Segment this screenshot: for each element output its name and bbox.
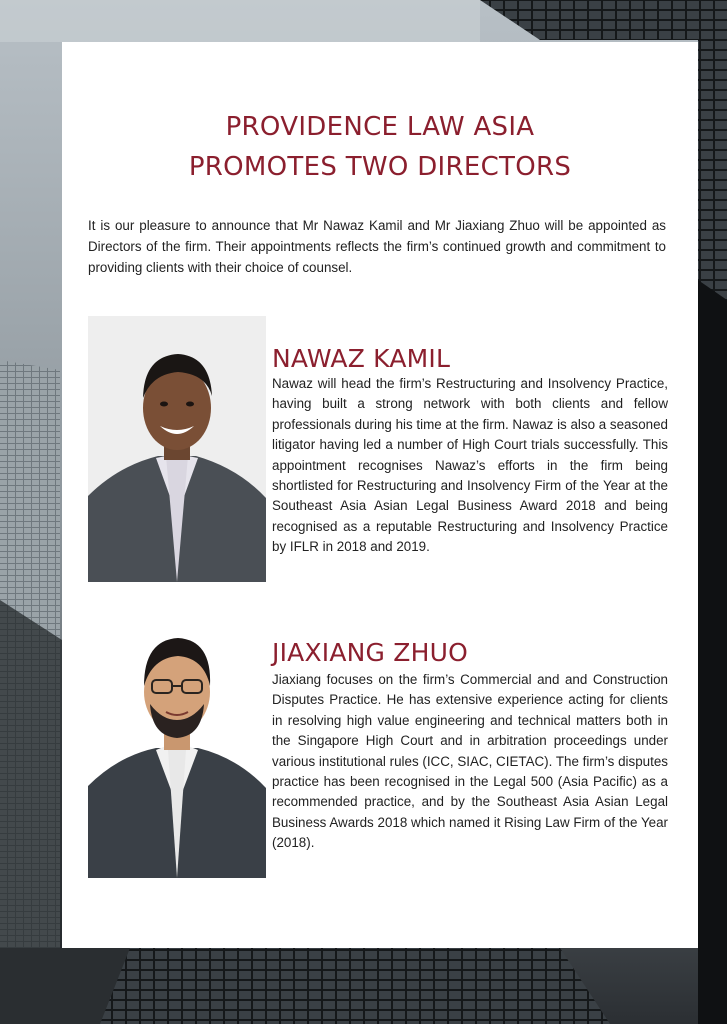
jiaxiang-zhuo-photo [88,616,266,878]
title-line-2: PROMOTES TWO DIRECTORS [188,152,572,183]
nawaz-kamil-bio: Nawaz will head the firm’s Restructuring and Insolvency Practice, having built a strong network with both clients and fellow professionals during his time at the firm. Nawaz is also a seasoned litigator having led a number of High Court trials successfully. This appointment recognises Nawaz’s efforts in the firm being shortlisted for Restructuring and Insolvency Firm of the Year at the Southeast Asia Asian Legal Business Award 2018 and being recognised as a reputable Restructuring and Insolvency Practice by IFLR in 2018 and 2019. [272,376,668,555]
title-line-1: PROVIDENCE LAW ASIA [225,112,535,143]
announcement-title [62,107,698,187]
announcement-card [62,42,698,948]
jiaxiang-zhuo-bio: Jiaxiang focuses on the firm’s Commercial and and Construction Disputes Practice. He has extensive experience acting for clients in resolving high value engineering and technical matters both in the Singapore High Court and in arbitration proceedings under various institutional rules (ICC, SIAC, CIETAC). The firm’s disputes practice has been recognised in the Legal 500 (Asia Pacific) as a recommended practice, and by the Southeast Asia Asian Legal Business Awards 2018 which named it Rising Law Firm of the Year (2018). [272,672,668,851]
nawaz-kamil-photo [88,316,266,582]
nawaz-kamil-name: NAWAZ KAMIL [272,344,451,373]
jiaxiang-zhuo-name: JIAXIANG ZHUO [272,638,468,667]
intro-paragraph: It is our pleasure to announce that Mr Nawaz Kamil and Mr Jiaxiang Zhuo will be appointed as Directors of the firm. Their appointments reflects the firm’s continued growth and commitment to providing clients with their choice of counsel. [88,218,666,276]
